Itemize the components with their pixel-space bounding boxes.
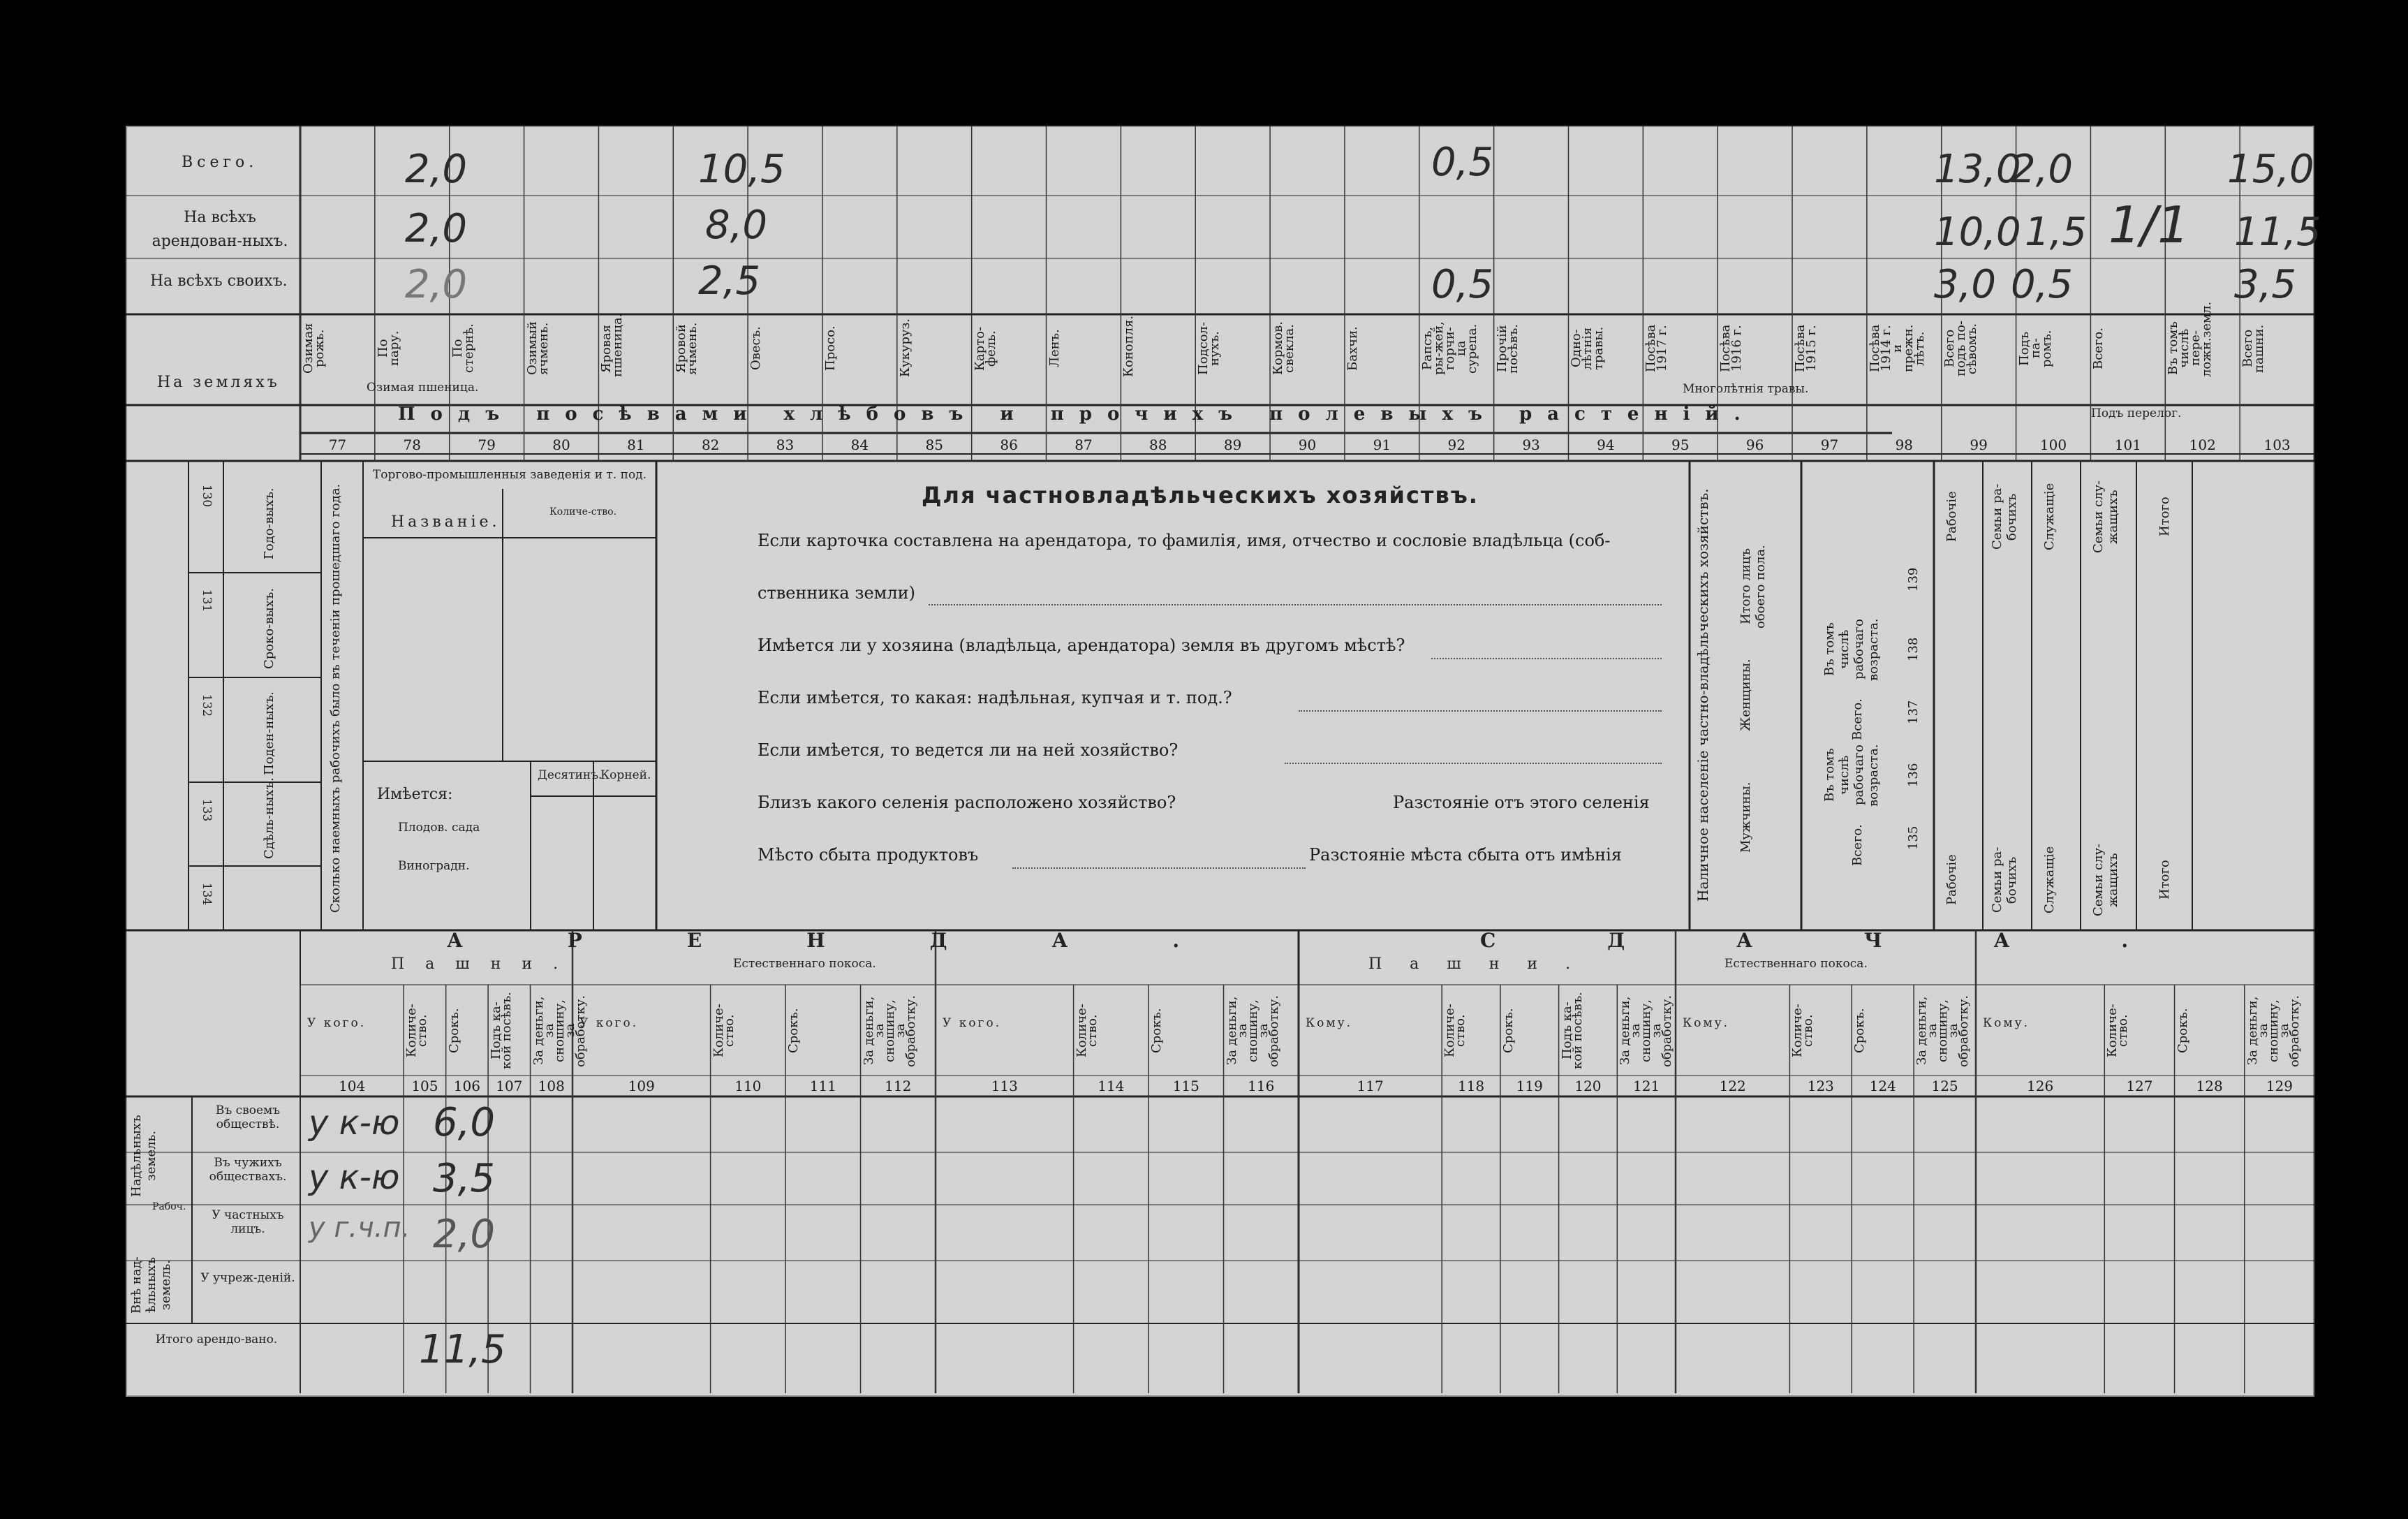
arenda-col-header: Кому. [1983,1016,2030,1030]
crop-col-number: 99 [1970,436,1988,453]
crop-col-header: Прочiй посѣвъ. [1494,323,1521,374]
left-label-podennykh: Поден-ныхъ. [262,691,276,775]
pod-perelog-label: Подъ перелог. [2091,406,2182,420]
crop-col-header: Посѣва 1914 г. и прежн. лѣтъ. [1867,324,1927,373]
arenda-col-number: 116 [1248,1078,1275,1094]
private-line6a: Близъ какого селенiя расположено хозяйство? [758,793,1176,812]
sdacha-pokos: Естественнаго покоса. [1724,957,1868,971]
pop-top-itogo: Итого [2157,497,2172,537]
pop-bottom-semi-sluzh: Семьи слу-жащихъ [2091,843,2120,917]
crop-col-number: 93 [1522,436,1540,453]
arenda-col-header: Количе-ство. [1442,1004,1468,1058]
hw-arenda-r3-who: у г.ч.п. [309,1212,411,1244]
arenda-col-header: Кому. [1306,1016,1353,1030]
hw-arenda-r1-qty: 6,0 [433,1100,496,1145]
arenda-row-chastnykh: У частныхъ лицъ. [212,1208,284,1236]
private-line5: Если имѣется, то ведется ли на ней хозяйство? [758,740,1179,760]
crop-col-number: 92 [1447,436,1465,453]
population-v-tom-chisle-m: Въ томъ числѣ рабочаго возраста. [1822,744,1881,807]
trade-sad: Плодов. сада [398,821,480,835]
crop-col-number: 95 [1671,436,1690,453]
crop-col-header: По пару. [375,330,401,367]
crop-col-header: Яровой ячмень. [674,322,700,375]
hw-arend-103: 11,5 [2234,210,2321,255]
crop-col-number: 97 [1820,436,1839,453]
private-line1: Если карточка составлена на арендатора, то фамилiя, имя, отчество и сословiе владѣльца (соб- [758,531,1611,550]
crop-col-number: 85 [925,436,943,453]
arenda-rabochie: Рабоч. [152,1201,186,1212]
arenda-col-number: 129 [2266,1078,2293,1094]
arenda-col-header: Количе-ство. [1790,1004,1816,1058]
arenda-col-number: 118 [1457,1078,1485,1094]
hw-arenda-r3-qty: 2,0 [433,1212,496,1257]
population-itogo: Итого лицъ обоего пола. [1738,545,1768,629]
crop-col-number: 103 [2263,436,2291,453]
left-label-srokovykh: Сроко-выхъ. [262,587,276,670]
population-vsego-m: Всего. [1850,824,1865,866]
arenda-col-number: 112 [885,1078,912,1094]
hw-svoi-99: 3,0 [1934,262,1997,307]
left-label-godovykh: Годо-выхъ. [262,487,276,560]
arenda-row-uchrezhdeniy: У учреж-денiй. [200,1271,295,1285]
left-num-133: 133 [200,798,214,822]
arenda-col-header: Срокъ. [1500,1008,1516,1054]
arenda-col-number: 115 [1172,1078,1199,1094]
arenda-col-header: У кого. [943,1016,1002,1030]
arenda-col-number: 127 [2126,1078,2153,1094]
arenda-left-vertical-1: Надѣльныхъ земель. [129,1115,158,1197]
arenda-col-header: У кого. [579,1016,639,1030]
hw-vsego-100: 2,0 [2011,147,2074,192]
arenda-col-header: Срокъ. [786,1008,802,1054]
crop-col-header: Посѣва 1916 г. [1718,324,1745,373]
arenda-col-number: 122 [1719,1078,1746,1094]
pop-bottom-rabochie: Рабочiе [1944,854,1959,906]
arenda-col-header: За деньги, за сношину, за обработку. [1618,995,1675,1067]
arenda-col-header: Количе-ство. [711,1004,737,1058]
crop-col-number: 91 [1373,436,1391,453]
mnogoletnie-label: Многолѣтнiя травы. [1683,382,1809,396]
hw-svoi-77: 2,0 [405,262,468,307]
arenda-col-number: 114 [1098,1078,1125,1094]
crop-col-header: Всего пашни. [2240,324,2267,373]
pop-bottom-sluzhashchie: Служащiе [2042,846,2057,914]
hw-svoi-82: 2,5 [698,258,761,304]
crop-col-number: 96 [1745,436,1764,453]
private-line4-blank[interactable] [1299,710,1662,712]
hw-arend-77: 2,0 [405,206,468,251]
arenda-col-header: Срокъ. [1149,1008,1165,1054]
crop-col-number: 89 [1223,436,1242,453]
left-num-132: 132 [200,694,214,717]
hw-vsego-99: 13,0 [1934,147,2021,192]
hw-arend-82: 8,0 [705,203,768,248]
crop-col-header: Подъ па-ромъ. [2016,330,2054,367]
arenda-col-header: За деньги, за сношину, за обработку. [2245,995,2302,1067]
row-label-arendovannykh: На всѣхъ арендован-ныхъ. [152,209,288,250]
crop-col-header: Кукуруз. [897,318,913,377]
left-num-134: 134 [200,882,214,906]
hw-arenda-r1-who: у к-ю [309,1103,400,1143]
left-label-sdelnykh: Сдѣль-ныхъ. [262,777,276,859]
crop-col-number: 100 [2039,436,2067,453]
arenda-col-number: 108 [538,1078,565,1094]
crop-col-header: Посѣва 1915 г. [1793,324,1819,373]
crop-col-number: 90 [1298,436,1317,453]
arenda-itogo: Итого арендо-вано. [155,1333,278,1346]
private-line3: Имѣется ли у хозяина (владѣльца, арендатора) земля въ другомъ мѣстѣ? [758,636,1405,655]
crop-col-number: 80 [552,436,570,453]
arenda-col-number: 110 [734,1078,762,1094]
census-card [126,126,2321,1397]
crop-col-number: 82 [701,436,720,453]
population-zhenshchiny: Женщины. [1738,659,1753,731]
arenda-col-header: Подъ ка-кой посѣвъ. [489,992,515,1070]
arenda-col-number: 113 [991,1078,1018,1094]
private-line7a: Мѣсто сбыта продуктовъ [758,845,979,865]
pop-top-rabochie: Рабочiе [1944,491,1959,543]
row-label-vsego: Всего. [182,154,258,171]
hw-svoi-92: 0,5 [1431,262,1494,307]
population-num-137: 137 [1906,700,1921,725]
crop-col-header: Всего. [2091,328,2106,369]
private-line4: Если имѣется, то какая: надѣльная, купчая и т. под.? [758,688,1232,707]
crop-col-number: 101 [2114,436,2141,453]
population-num-135: 135 [1906,825,1921,851]
arenda-col-header: За деньги, за сношину, за обработку. [531,995,588,1067]
population-num-139: 139 [1906,567,1921,592]
arenda-col-header: За деньги, за сношину, за обработку. [1224,995,1281,1067]
arenda-col-number: 128 [2196,1078,2223,1094]
arenda-col-number: 120 [1574,1078,1602,1094]
sdacha-pashni: Пашни. [1368,955,1599,973]
private-line7-blank[interactable] [1012,867,1306,869]
arenda-pashni: Пашни. [391,955,579,973]
crop-col-header: Кормов. свекла. [1271,321,1297,376]
arenda-col-header: Подъ ка-кой посѣвъ. [1559,992,1585,1070]
arenda-col-header: Срокъ. [2175,1008,2190,1054]
crop-col-header: Озимый ячмень. [524,321,551,376]
crop-col-header: Просо. [822,325,838,372]
left-num-131: 131 [200,589,214,612]
arenda-col-number: 111 [809,1078,836,1094]
trade-header: Торгово-промышленныя заведенiя и т. под. [372,468,647,482]
hw-vsego-82: 10,5 [698,147,785,192]
arenda-col-header: У кого. [307,1016,367,1030]
crop-col-number: 81 [627,436,645,453]
arenda-row-chuzhikh: Въ чужихъ обществахъ. [209,1156,287,1184]
arenda-col-number: 105 [411,1078,438,1094]
crop-col-header: Карто-фель. [972,326,998,371]
private-line5-blank[interactable] [1285,763,1662,764]
crop-col-header: Яровая пшеница. [599,313,626,377]
arenda-col-number: 119 [1516,1078,1543,1094]
hw-arenda-r2-qty: 3,5 [433,1156,496,1201]
crop-col-header: Конопля. [1121,315,1137,377]
arenda-col-header: Срокъ. [446,1008,461,1054]
private-title: Для частновладѣльческихъ хозяйствъ. [922,482,1479,508]
na-zemlyakh-label: На земляхъ [157,374,280,391]
arenda-col-number: 124 [1869,1078,1896,1094]
population-num-136: 136 [1906,763,1921,788]
arenda-left-vertical-2: Внѣ над-ѣльныхъ земель. [129,1256,173,1314]
hw-arend-99: 10,0 [1934,210,2021,255]
crop-col-header: Одно-лѣтнiя травы. [1569,326,1606,371]
private-line3-blank[interactable] [1431,658,1662,659]
arenda-col-header: Количе-ство. [404,1004,430,1058]
arenda-col-number: 107 [496,1078,523,1094]
hw-arend-100: 1,5 [2025,210,2088,255]
arenda-col-number: 121 [1633,1078,1660,1094]
private-line2: ственника земли) [758,583,915,603]
crop-col-header: Ленъ. [1047,329,1062,368]
trade-korney: Корней. [600,768,651,782]
arenda-col-number: 109 [628,1078,655,1094]
population-num-138: 138 [1906,637,1921,662]
crop-col-header: Овесъ. [748,326,764,371]
pop-top-semi-sluzh: Семьи слу-жащихъ [2091,480,2120,554]
crop-col-header: Бахчи. [1345,326,1360,371]
hw-arenda-itogo: 11,5 [419,1327,506,1372]
ozimaya-pshenitsa-label: Озимая пшеница. [367,381,479,395]
arenda-row-svoem: Въ своемъ обществѣ. [215,1103,281,1131]
pop-top-sluzhashchie: Служащiе [2042,483,2057,551]
pop-bottom-semi-rabochikh: Семьи ра-бочихъ [1990,846,2019,913]
arenda-col-header: За деньги, за сношину, за обработку. [861,995,918,1067]
trade-imeetsya: Имѣется: [377,786,453,803]
trade-desyatin: Десятинъ. [538,768,603,782]
crop-col-header: Озимая рожь. [301,323,327,374]
arenda-col-number: 123 [1807,1078,1834,1094]
hw-vsego-92: 0,5 [1431,140,1494,185]
sdacha-title: СДАЧА. [1480,929,2240,952]
arenda-pokos: Естественнаго покоса. [733,957,876,971]
hw-svoi-103: 3,5 [2234,262,2297,307]
population-vertical-title: Наличное населенiе частно-владѣльческихъ хозяйствъ. [1694,488,1711,902]
crop-col-number: 86 [1000,436,1018,453]
trade-name-col: Названiе. [391,513,501,531]
crop-col-header: Въ томъ числѣ пере-ложн.земл. [2166,301,2215,377]
arenda-col-header: Количе-ство. [1074,1004,1100,1058]
crop-col-header: Всего подъ по-сѣвомъ. [1942,321,1979,377]
grid-lines [126,126,2314,1397]
population-vsego-zh: Всего. [1850,698,1865,740]
arenda-col-header: Кому. [1683,1016,1730,1030]
hired-workers-vertical-note: Сколько наемныхъ рабочихъ было въ теченiи прошедшаго года. [328,483,343,913]
arenda-col-header: Срокъ. [1852,1008,1868,1054]
trade-qty-col: Количе-ство. [549,506,617,518]
crop-col-header: Подсол-нухъ. [1196,321,1223,376]
arenda-col-number: 104 [339,1078,366,1094]
crop-col-header: Посѣва 1917 г. [1644,324,1670,373]
arenda-col-header: Количе-ство. [2105,1004,2131,1058]
population-v-tom-chisle-zh: Въ томъ числѣ рабочаго возраста. [1822,618,1881,681]
crop-col-header: Рапсъ, ры-жей, горчи-ца сурепа. [1419,321,1479,376]
private-line2-blank[interactable] [929,604,1662,606]
arenda-col-number: 106 [453,1078,480,1094]
hw-vsego-103: 15,0 [2227,147,2314,192]
crop-col-number: 78 [403,436,421,453]
hw-arend-102: 1/1 [2108,196,2189,254]
crop-col-number: 88 [1149,436,1167,453]
crop-col-number: 77 [328,436,347,453]
arenda-col-number: 125 [1931,1078,1958,1094]
pop-top-semi-rabochikh: Семьи ра-бочихъ [1990,483,2019,550]
crop-col-number: 87 [1074,436,1093,453]
arenda-col-header: За деньги, за сношину, за обработку. [1914,995,1972,1067]
crop-col-number: 83 [776,436,795,453]
band-title: Подъ посѣвами хлѣбовъ и прочихъ полевыхъ растенiй. [398,404,1756,425]
hw-vsego-77: 2,0 [405,147,468,192]
arenda-col-number: 117 [1357,1078,1384,1094]
hw-arenda-r2-who: у к-ю [309,1158,400,1197]
crop-col-number: 94 [1597,436,1615,453]
private-line6b: Разстоянiе отъ этого селенiя [1393,793,1650,812]
arenda-col-number: 126 [2027,1078,2054,1094]
arenda-title: АРЕНДА. [447,929,1285,952]
private-line7b: Разстоянiе мѣста сбыта отъ имѣнiя [1309,845,1622,865]
population-muzhchiny: Мужчины. [1738,781,1753,853]
trade-vinograd: Виноградн. [398,859,470,873]
crop-col-header: По стернѣ. [450,323,476,374]
row-label-svoikh: На всѣхъ своихъ. [150,272,288,290]
pop-bottom-itogo: Итого [2157,860,2172,900]
hw-svoi-100: 0,5 [2011,262,2074,307]
crop-col-number: 102 [2189,436,2216,453]
crop-col-number: 84 [850,436,869,453]
left-num-130: 130 [200,484,214,508]
crop-col-number: 79 [478,436,496,453]
crop-col-number: 98 [1895,436,1914,453]
